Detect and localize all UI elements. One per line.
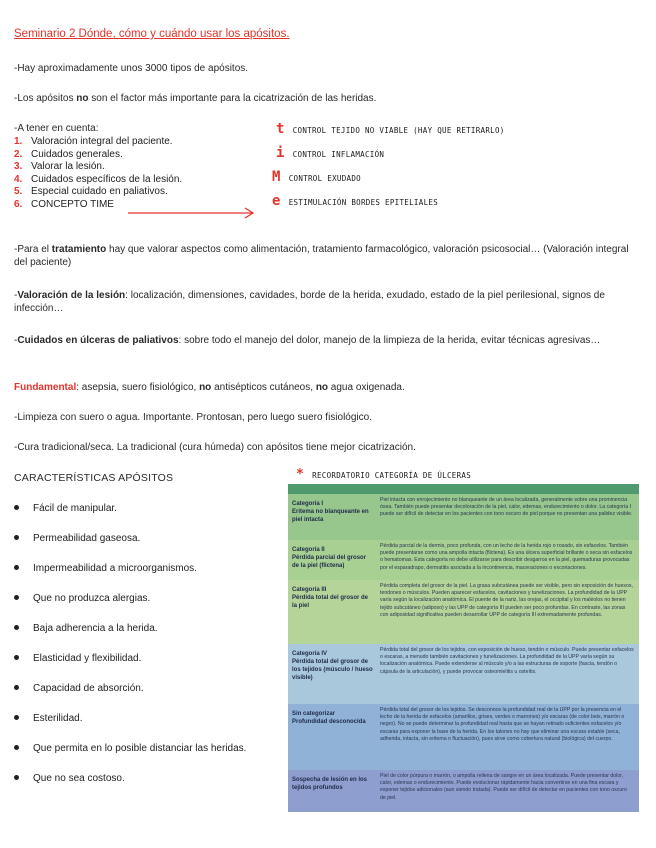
list-item: Que no produzca alergias. <box>14 593 150 604</box>
bullet-icon <box>14 535 19 540</box>
bullet-icon <box>14 685 19 690</box>
photo-row: Categoría III Pérdida total del grosor de la piel Pérdida completa del grosor de la piel. La grasa subcutánea puede ser visible, pero sin exposición de huesos, tendones o músculos. Pueden aparecer esfacelos, cavitaciones y tunelizaciones. La profundidad de la UPP varía según la localización anatómica. El puente de la nariz, las orejas, el occipital y los maléolos no tienen tejido subcutáneo (adiposo) y las UPP de categoría III pueden ser poco profundas. En contraste, las zonas con adiposidad significativa pueden desarrollar UPP de categoría III extremadamente profundas. <box>288 580 639 644</box>
paragraph-paliativos: -Cuidados en úlceras de paliativos: sobre todo el manejo del dolor, manejo de la limpieza de la herida, evitar técnicas agresivas… <box>14 335 601 346</box>
photo-row: Sin categorizar Profundidad desconocida Pérdida total del grosor de los tejidos. Se desconoce la profundidad real de la UPP por la presencia en el lecho de la herida de esfacelos (amarillos, grises, verdes o marrones) y/o escaras (de color beis, marrón o negro). No se puede determinar la profundidad real hasta que se hayan retirado suficientes esfacelos y/o escaras para exponer la base de la herida. En los talones no hay que eliminar una escara estable (seca, adherida, intacta, sin eritema o fluctuación), pues sirve como cobertura natural (biológica) del cuerpo. <box>288 704 639 770</box>
handwritten-note: t CONTROL TEJIDO NO VIABLE (HAY QUE RETIRARLO) <box>276 121 505 137</box>
paragraph-valoracion: -Valoración de la lesión: localización, dimensiones, cavidades, borde de la herida, exudado, estado de la piel perilesional, signos de infección… <box>14 290 605 314</box>
bullet-icon <box>14 595 19 600</box>
list-item: Permeabilidad gaseosa. <box>14 533 140 544</box>
bullet-icon <box>14 655 19 660</box>
list-item: Esterilidad. <box>14 713 82 724</box>
paragraph-tipos: -Hay aproximadamente unos 3000 tipos de apósitos. <box>14 63 249 74</box>
page-title: Seminario 2 Dónde, cómo y cuándo usar los apósitos. <box>14 28 290 40</box>
bullet-icon <box>14 775 19 780</box>
list-item: Que no sea costoso. <box>14 773 125 784</box>
bullet-icon <box>14 505 19 510</box>
paragraph-cura: -Cura tradicional/seca. La tradicional (cura húmeda) con apósitos tiene mejor cicatrización. <box>14 442 416 453</box>
paragraph-no-factor: -Los apósitos no son el factor más importante para la cicatrización de las heridas. <box>14 93 377 104</box>
list-item: Que permita en lo posible distanciar las heridas. <box>14 743 246 754</box>
section-heading: CARACTERÍSTICAS APÓSITOS <box>14 472 174 484</box>
list-item: 6. CONCEPTO TIME <box>14 198 114 210</box>
arrow-right-icon <box>128 206 258 220</box>
list-item: 1. Valoración integral del paciente. <box>14 136 173 147</box>
list-item: Capacidad de absorción. <box>14 683 144 694</box>
handwritten-note: M CONTROL EXUDADO <box>272 169 361 185</box>
list-item: Impermeabilidad a microorganismos. <box>14 563 197 574</box>
photo-row: Sospecha de lesión en los tejidos profundos Piel de color púrpura o marrón, o ampolla rellena de sangre en un área localizada. Puede presentar dolor, calor, edemas o endurecimiento. Puede evolucionar rápidamente hacia convertirse en una fina escara y exponer tejidos adicionales (aun siendo tratada). Puede ser difícil de detectar en pacientes con tono oscuro de piel. <box>288 770 639 812</box>
list-item: 5. Especial cuidado en paliativos. <box>14 186 168 197</box>
photo-row: Categoría I Eritema no blanqueante en piel intacta Piel intacta con enrojecimiento no blanqueante de un área localizada, generalmente sobre una prominencia ósea. También puede presentar decoloración de la piel, calor, edemas, endurecimiento o dolor. La categoría I puede ser difícil de detectar en los pacientes con tono oscuro de piel porque no presentan una palidez visible. <box>288 494 639 540</box>
list-item: Baja adherencia a la herida. <box>14 623 158 634</box>
list-intro: -A tener en cuenta: <box>14 123 99 134</box>
handwritten-note: e ESTIMULACIÓN BORDES EPITELIALES <box>272 193 439 209</box>
paragraph-fundamental: Fundamental: asepsia, suero fisiológico, no antisépticos cutáneos, no agua oxigenada. <box>14 382 405 393</box>
photo-note: * RECORDATORIO CATEGORÍA DE ÚLCERAS <box>296 467 472 482</box>
photo-header-strip <box>288 484 639 494</box>
photo-row: Categoría II Pérdida parcial del grosor de la piel (flictena) Pérdida parcial de la dermis, poco profunda, con un lecho de la herida rojo o rosado, sin esfacelos. También puede presentarse como una ampolla intacta (flictena). Es una úlcera superficial brillante o seca sin esfacelos o hematomas. Esta categoría no debe utilizarse para describir desgarros en la piel, quemaduras provocadas por el esparadrapo, dermatitis asociada a la incontinencia, maceraciones o excoriaciones. <box>288 540 639 580</box>
list-item: 4. Cuidados específicos de la lesión. <box>14 173 183 185</box>
ulcer-categories-photo <box>288 484 639 812</box>
list-item: 3. Valorar la lesión. <box>14 161 105 172</box>
paragraph-tratamiento: -Para el tratamiento hay que valorar aspectos como alimentación, tratamiento farmacológico, valoración psicosocial… (Valoración integral del paciente) <box>14 244 629 268</box>
numbered-list <box>14 136 182 211</box>
bullet-icon <box>14 625 19 630</box>
bullet-icon <box>14 745 19 750</box>
bullet-icon <box>14 565 19 570</box>
handwritten-note: i CONTROL INFLAMACIÓN <box>276 145 385 161</box>
list-item: 2. Cuidados generales. <box>14 148 123 160</box>
list-item: Elasticidad y flexibilidad. <box>14 653 141 664</box>
bullet-icon <box>14 715 19 720</box>
paragraph-limpieza: -Limpieza con suero o agua. Importante. Prontosan, pero luego suero fisiológico. <box>14 412 372 423</box>
photo-row: Categoría IV Pérdida total del grosor de los tejidos (músculo / hueso visible) Pérdida total del grosor de los tejidos, con exposición de hueso, tendón o músculo. Puede presentar esfacelos o escaras, a menudo también cavitaciones y tunelizaciones. La profundidad de la UPP varía según su localización anatómica. Puede extenderse al músculo y/o a las estructuras de soporte (fascia, tendón o cápsula de la articulación), y puede provocar osteomielitis u osteítis. <box>288 644 639 704</box>
list-item: Fácil de manipular. <box>14 503 117 514</box>
